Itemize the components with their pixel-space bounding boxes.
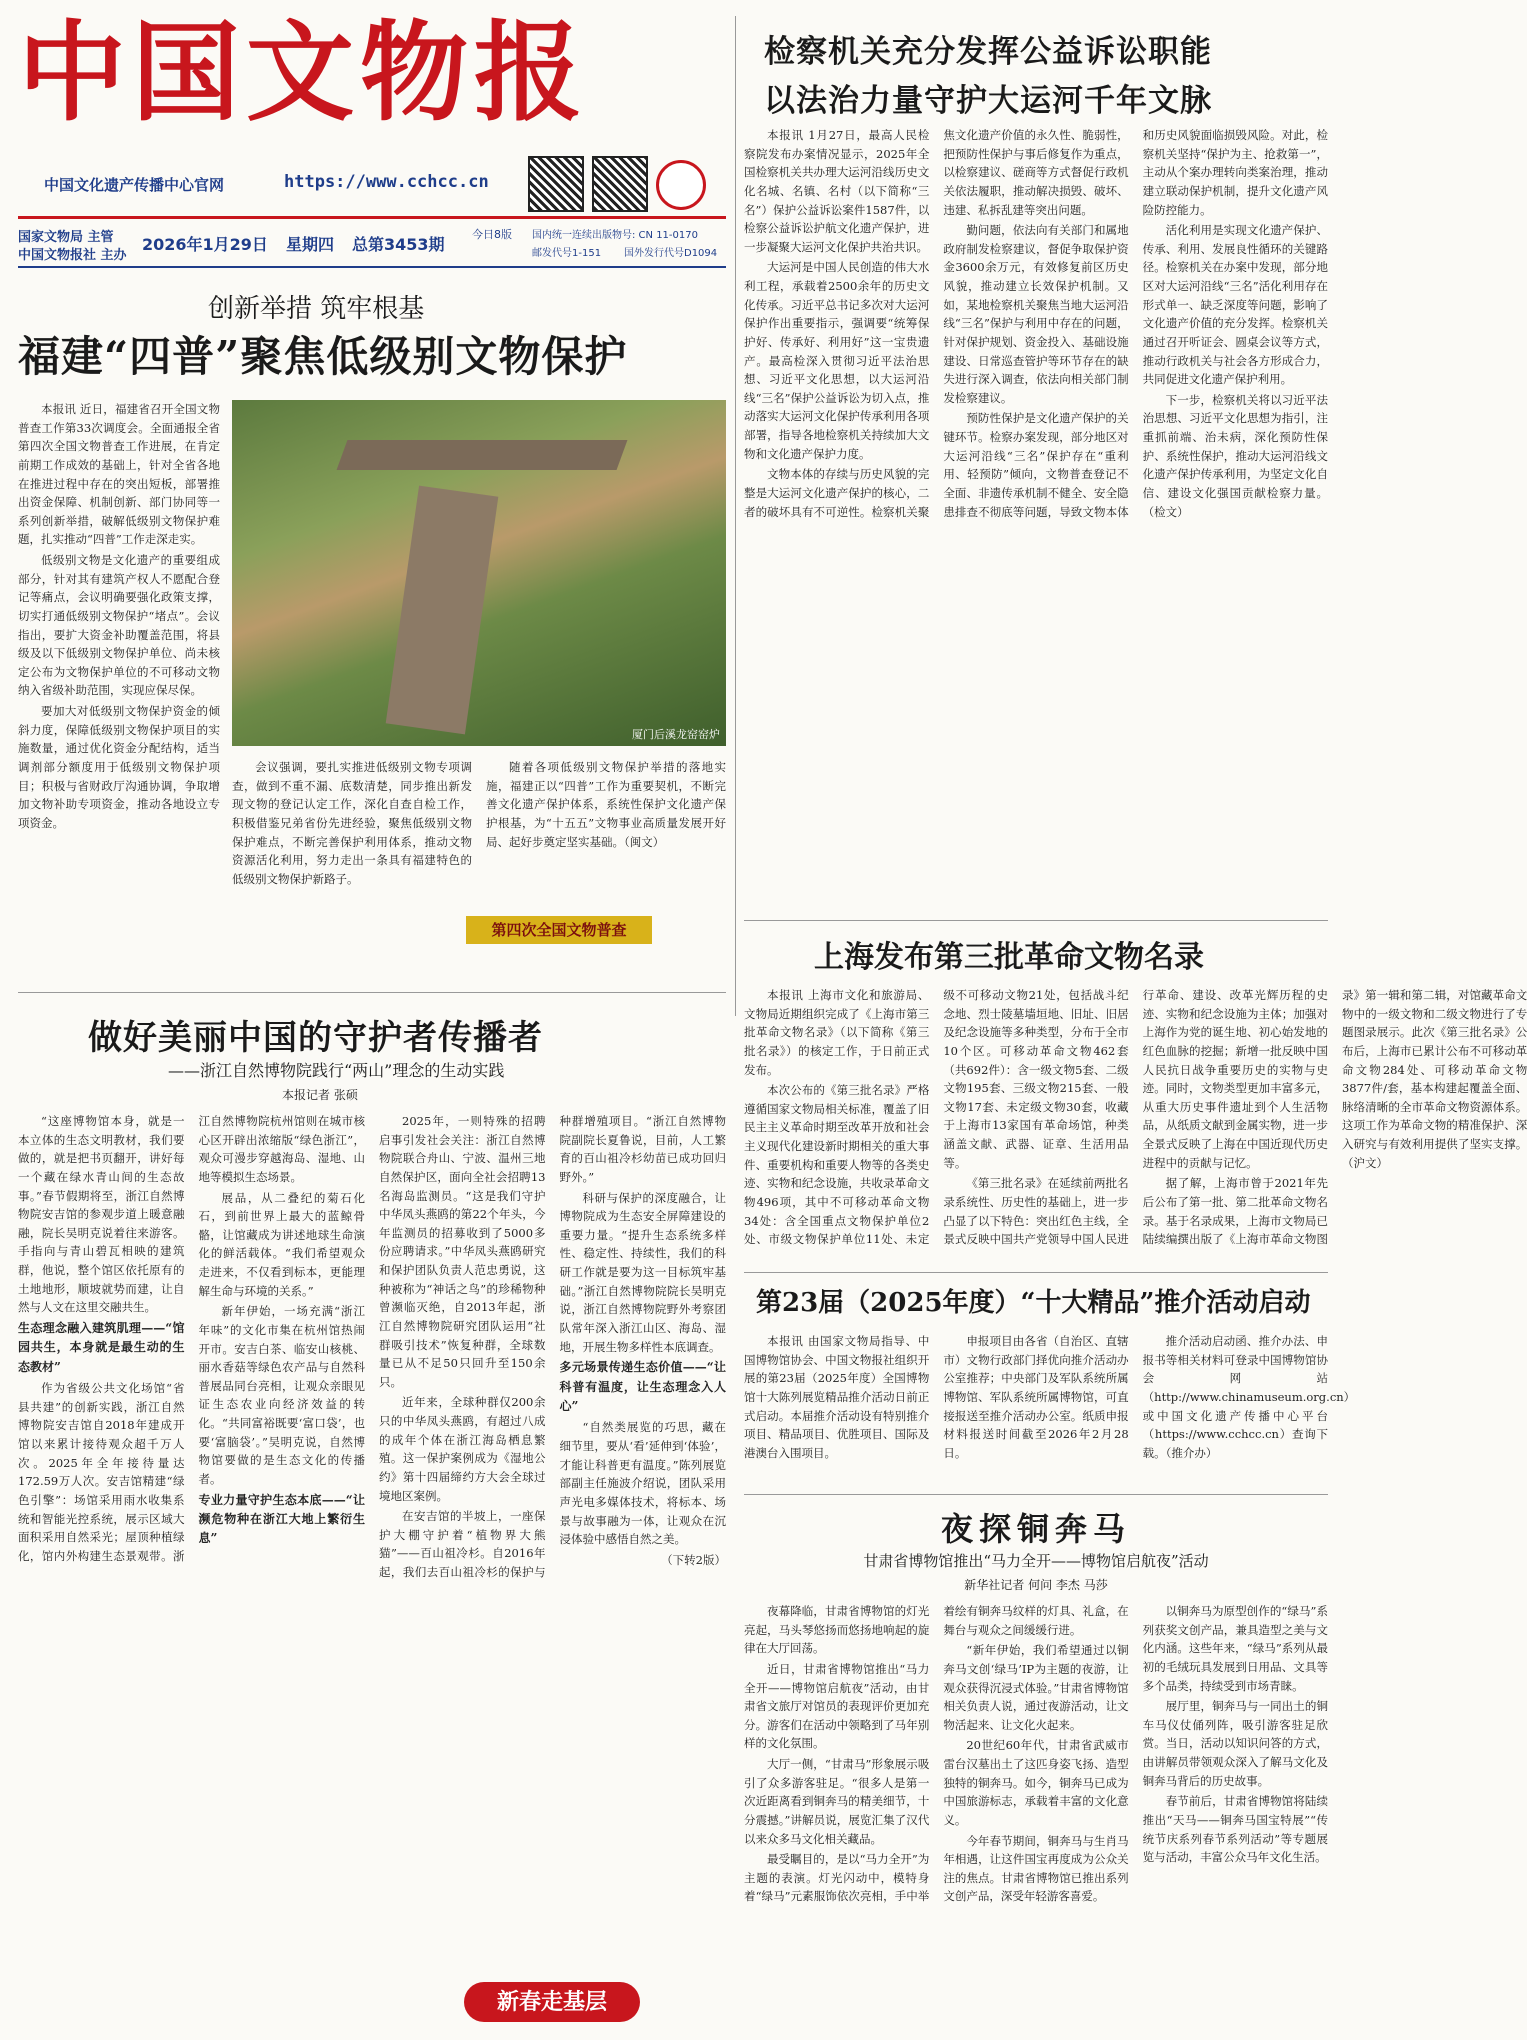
masthead-slogan: 中国文化遗产传播中心官网 xyxy=(44,176,225,194)
qr-code-icon xyxy=(528,156,584,212)
section-divider xyxy=(18,992,726,993)
paragraph: 本报讯 近日，福建省召开全国文物普查工作第33次调度会。全面通报全省第四次全国文物普查工作进展，在肯定前期工作成效的基础上，针对全省各地在推进过程中存在的突出短板，部署推出资金保障、机制创新、部门协同等一系列创新举措，破解低级别文物保护难题，扎实推动“四普”工作走深走实。 xyxy=(18,402,220,547)
paragraph: 本报讯 1月27日，最高人民检察院发布办案情况显示，2025年全国检察机关共办理大运河沿线历史文化名城、名镇、名村（以下简称“三名”）保护公益诉讼案件1587件，以检察公益诉讼护航文化遗产保护，进一步凝聚大运河文化保护共治共识。 xyxy=(744,128,930,254)
paragraph: 活化利用是实现文化遗产保护、传承、利用、发展良性循环的关键路径。检察机关在办案中发现，部分地区对大运河沿线“三名”活化利用存在形式单一、缺乏深度等问题，影响了文化遗产价值的充分发挥。检察机关通过召开听证会、圆桌会议等方式，推动行政机关与社会各方形成合力，共同促进文化遗产保护利用。 xyxy=(1142,223,1328,387)
sponsor-1: 国家文物局 主管 xyxy=(18,230,114,245)
article-photo xyxy=(232,400,726,746)
paragraph: 推介活动启动函、推介办法、申报书等相关材料可登录中国博物馆协会网站（http://www.chinamuseum.org.cn）或中国文化遗产传播中心平台（https://www.cchcc.cn）查询下载。（推介办） xyxy=(1142,1334,1356,1460)
paragraph: 科研与保护的深度融合，让博物院成为生态安全屏障建设的重要力量。“提升生态系统多样性、稳定性、持续性，我们的科研工作就是要为这一目标筑牢基础。”浙江自然博物院院长吴明克说，浙江自然博物院野外考察团队常年深入浙江山区、海岛、湿地，开展生物多样性本底调查。 xyxy=(559,1190,726,1354)
paragraph: 在安吉馆的半坡上，一座保护大棚守护着“植物界大熊猫”——百山祖冷杉。自2016年起，我们去百山祖冷杉的保护与种群增殖项目。“浙江自然博物院副院长夏鲁说，目前，人工繁育的百山祖冷杉幼苗已成功回归野外。” xyxy=(379,1114,726,1579)
paragraph: 勤问题，依法向有关部门和属地政府制发检察建议，督促争取保护资金3600余万元，有效修复前区历史风貌，推动建立长效保护机制。又如，某地检察机关聚焦当地大运河沿线“三名”保护与利用中存在的问题，针对保护规划、资金投入、基础设施建设、日常巡查管护等环节存在的缺失进行深入调查，依法向相关部门制发检察建议。 xyxy=(943,223,1129,405)
roof-shape xyxy=(337,440,628,470)
paragraph: 要加大对低级别文物保护资金的倾斜力度，保障低级别文物保护项目的实施数量，通过优化资金分配结构，适当调剂部分额度用于低级别文物保护项目；积极与省财政厅沟通协调，争取增加文物补助专项资金，推动各地设立专项资金。 xyxy=(18,704,220,830)
article-procuratorate xyxy=(744,16,1328,916)
paragraph: 2025年，一则特殊的招聘启事引发社会关注：浙江自然博物院联合舟山、宁波、温州三地自然保护区，面向全社会招聘13名海岛监测员。“这是我们守护中华凤头燕鸥的第22个年头，今年监测员的招募收到了5000多份应聘请求。”中华凤头燕鸥研究和保护团队负责人范忠勇说，这种被称为“神话之鸟”的珍稀物种曾濒临灭绝，自2013年起，浙江自然博物院研究团队运用“社群吸引技术”恢复种群，全球数量已从不足50只回升至150余只。 xyxy=(379,1114,546,1389)
paragraph: 本报讯 上海市文化和旅游局、文物局近期组织完成了《上海市第三批革命文物名录》（以下简称《第三批名录》）的核定工作，于日前正式发布。 xyxy=(744,988,930,1077)
article-kicker: 创新举措 筑牢根基 xyxy=(208,294,425,324)
article-body xyxy=(744,986,1527,1262)
paragraph: 以铜奔马为原型创作的“绿马”系列获奖文创产品，兼具造型之美与文化内涵。这些年来，“绿马”系列从最初的毛绒玩具发展到日用品、文具等多个品类，持续受到市场青睐。 xyxy=(1142,1604,1328,1693)
section-badge: 第四次全国文物普查 xyxy=(466,916,652,944)
paragraph: 展品，从二叠纪的菊石化石，到前世界上最大的蓝鲸骨骼，让馆藏成为讲述地球生命演化的鲜活载体。“我们希望观众走进来，不仅看到标本，更能理解生命与环境的关系。” xyxy=(198,1190,365,1298)
paragraph: “新年伊始，我们希望通过以铜奔马文创‘绿马’IP为主题的夜游，让观众获得沉浸式体验。”甘肃省博物馆相关负责人说，通过夜游活动，让文物活起来、让文化火起来。 xyxy=(943,1643,1129,1732)
article-subtitle: ——浙江自然博物院践行“两山”理念的生动实践 xyxy=(168,1061,505,1080)
article-body-col2 xyxy=(232,758,726,908)
paragraph: 最受瞩目的，是以“马力全开”为主题的表演。灯光闪动中，模特身着“绿马”元素服饰依次亮相，手中举着绘有铜奔马纹样的灯具、礼盒，在舞台与观众之间缓缓行进。 xyxy=(744,1604,1129,1904)
issue-post: 邮发代号1-151 xyxy=(532,248,602,259)
newspaper-title: 中国文物报 xyxy=(18,10,589,136)
paragraph: “这座博物馆本身，就是一本立体的生态文明教材，我们要做的，就是把书页翻开，讲好每一个藏在绿水青山间的生态故事。”春节假期将至，浙江自然博物院安吉馆的参观步道上暖意融融，院长吴明克说着往来游客。手指向与青山碧瓦相映的建筑群，他说，整个馆区依托原有的土地地形，顺坡就势而建，让自然与人文在这里交融共生。 xyxy=(18,1114,185,1315)
article-title: 上海发布第三批革命文物名录 xyxy=(814,940,1204,975)
column-divider xyxy=(735,16,736,1016)
article-title: 做好美丽中国的守护者传播者 xyxy=(88,1018,543,1058)
continued-note: （下转2版） xyxy=(661,1552,726,1567)
masthead xyxy=(18,10,728,164)
article-title: 夜探铜奔马 xyxy=(940,1510,1131,1548)
paragraph: 预防性保护是文化遗产保护的关键环节。检察办案发现，部分地区对大运河沿线“三名”保护存在“重利用、轻预防”倾向，文物普查登记不全面、非遗传承机制不健全、安全隐患排查不彻底等问题，导致文物本体和历史风貌面临损毁风险。对此，检察机关坚持“保护为主、抢救第一”，主动从个案办理转向类案治理，推动建立联动保护机制，提升文化遗产风险防控能力。 xyxy=(943,128,1328,519)
seal-icon xyxy=(656,160,706,210)
article-title: 第23届（2025年度）“十大精品”推介活动启动 xyxy=(756,1288,1311,1318)
sponsor-2: 中国文物报社 主办 xyxy=(18,248,127,263)
paragraph: 会议强调，要扎实推进低级别文物专项调查，做到不重不漏、底数清楚，同步推出新发现文物的登记认定工作，深化自查自检工作，积极借鉴兄弟省份先进经验，聚焦低级别文物保护难点，不断完善保护利用体系，推动文物资源活化利用，努力走出一条具有福建特色的低级别文物保护新路子。 xyxy=(232,760,472,886)
masthead-rule xyxy=(18,266,726,268)
paragraph: 随着各项低级别文物保护举措的落地实施，福建正以“四普”工作为重要契机，不断完善文化遗产保护体系，系统性保护文化遗产保护根基，为“十五五”文物事业高质量发展开好局、起好步奠定坚实基础。（闽文） xyxy=(486,760,726,849)
paragraph: 今年春节期间，铜奔马与生肖马年相遇，让这件国宝再度成为公众关注的焦点。甘肃省博物馆已推出系列文创产品，深受年轻游客喜爱。 xyxy=(943,1833,1129,1904)
masthead-meta xyxy=(18,224,726,264)
paragraph: 20世纪60年代，甘肃省武威市雷台汉墓出土了这匹身姿飞扬、造型独特的铜奔马。如今，铜奔马已成为中国旅游标志，承载着丰富的文化意义。 xyxy=(943,1738,1129,1827)
article-title: 检察机关充分发挥公益诉讼职能 xyxy=(764,34,1212,70)
paragraph: 近年来，全球种群仅200余只的中华凤头燕鸥，有超过八成的成年个体在浙江海岛栖息繁殖。这一保护案例成为《湿地公约》第十四届缔约方大会全球过境地区案例。 xyxy=(379,1395,546,1503)
paragraph: 低级别文物是文化遗产的重要组成部分，针对其有建筑产权人不愿配合登记等痛点，会议明确要强化政策支撑，切实打通低级别文物保护“堵点”。会议指出，要扩大资金补助覆盖范围，将县级及以下低级别文物保护单位、尚未核定公布为文物保护单位的不可移动文物纳入省级补助范围，实现应保尽保。 xyxy=(18,553,220,698)
section-divider xyxy=(744,920,1328,921)
masthead-rule xyxy=(18,216,726,219)
issue-number: 总第3453期 xyxy=(352,235,445,254)
paragraph: 文物本体的存续与历史风貌的完整是大运河文化遗产保护的核心，二者的破坏具有不可逆性。检察机关聚焦文化遗产价值的永久性、脆弱性，把预防性保护与事后修复作为重点，以检察建议、磋商等方式督促行政机关依法履职，推动解决损毁、破坏、违建、私拆乱建等突出问题。 xyxy=(744,128,1129,519)
section-subhead: 专业力量守护生态本底——“让濒危物种在浙江大地上繁衍生息” xyxy=(198,1492,365,1546)
photo-caption: 厦门后溪龙窑窑炉 xyxy=(632,728,720,741)
issue-cn: 国内统一连续出版物号: CN 11-0170 xyxy=(532,230,698,241)
article-fujian xyxy=(18,280,726,988)
paragraph: 本报讯 由国家文物局指导、中国博物馆协会、中国文物报社组织开展的第23届（2025年度）全国博物馆十大陈列展览精品推介活动日前正式启动。本届推介活动设有特别推介项目、精品项目、优胜项目、国际及港澳台入围项目。 xyxy=(744,1334,930,1460)
paragraph: “自然类展览的巧思，藏在细节里，要从‘看’延伸到‘体验’，才能让科普更有温度。”陈列展览部副主任施波介绍说，团队采用声光电多媒体技术，将标本、场景与故事融为一体，让观众在沉浸体验中感悟自然之美。 xyxy=(559,1420,726,1547)
section-divider xyxy=(744,1494,1328,1495)
paragraph: 据了解，上海市曾于2021年先后公布了第一批、第二批革命文物名录。基于名录成果，上海市文物局已陆续编撰出版了《上海市革命文物图录》第一辑和第二辑，对馆藏革命文物中的一级文物和二级文物进行了专题图录展示。此次《第三批名录》公布后，上海市已累计公布不可移动革命文物284处、可移动革命文物3877件/套，基本构建起覆盖全面、脉络清晰的全市革命文物资源体系。这项工作为革命文物的精准保护、深入研究与有效利用提供了坚实支撑。（沪文） xyxy=(1142,988,1527,1247)
paragraph: 展厅里，铜奔马与一同出土的铜车马仪仗俑列阵，吸引游客驻足欣赏。当日，活动以知识问答的方式，由讲解员带领观众深入了解马文化及铜奔马背后的历史故事。 xyxy=(1142,1699,1328,1788)
section-subhead: 多元场景传递生态价值——“让科普有温度，让生态理念入人心” xyxy=(559,1360,726,1413)
issue-overseas: 国外发行代号D1094 xyxy=(624,248,718,259)
section-subhead: 生态理念融入建筑肌理——“馆园共生，本身就是最生动的生态教材” xyxy=(18,1320,185,1374)
paragraph: 夜幕降临，甘肃省博物馆的灯光亮起，马头琴悠扬而悠扬地响起的旋律在大厅回荡。 xyxy=(744,1604,930,1656)
article-title: 福建“四普”聚焦低级别文物保护 xyxy=(18,332,628,381)
paragraph: 本次公布的《第三批名录》严格遵循国家文物局相关标准，覆盖了旧民主主义革命时期至改革开放和社会主义现代化建设新时期相关的重大事件、重要机构和重要人物等的各类史迹、实物和纪念设施，共收录革命文物496项，其中不可移动革命文物34处：含全国重点文物保护单位2处、市级文物保护单位11处、未定级不可移动文物21处，包括战斗纪念地、烈士陵墓墙垣地、旧址、旧居及纪念设施等多种类型，分布于全市10个区。可移动革命文物462套（共692件）：含一级文物5套、二级文物195套、三级文物215套、一般文物17套、未定级文物30套，收藏于上海市13家国有革命场馆，种类涵盖文献、武器、证章、生活用品等。 xyxy=(744,988,1129,1247)
article-byline: 新华社记者 何问 李杰 马莎 xyxy=(964,1578,1108,1592)
article-body xyxy=(744,1602,1328,2026)
article-shanghai xyxy=(744,932,1527,1266)
article-body xyxy=(744,126,1328,906)
paragraph: 近日，甘肃省博物馆推出“马力全开——博物馆启航夜”活动，由甘肃省文旅厅对馆员的表现评价更加充分。游客们在活动中领略到了马年别样的文化氛围。 xyxy=(744,1661,930,1751)
article-zhejiang xyxy=(18,1000,726,2030)
paragraph: 下一步，检察机关将以习近平法治思想、习近平文化思想为指引，注重抓前端、治未病，深化预防性保护、系统性保护，推动大运河沿线文化遗产保护传承利用，为坚定文化自信、建设文化强国贡献检察力量。（检文） xyxy=(1142,392,1328,519)
article-byline: 本报记者 张硕 xyxy=(282,1088,358,1102)
article-title: 以法治力量守护大运河千年文脉 xyxy=(764,83,1212,119)
article-subtitle: 甘肃省博物馆推出“马力全开——博物馆启航夜”活动 xyxy=(863,1552,1209,1570)
paragraph: 新年伊始，一场充满“浙江年味”的文化市集在杭州馆热闹开市。安吉白茶、临安山核桃、丽水香菇等绿色农产品与自然科普展品同台亮相，让观众亲眼见证生态农业向经济效益的转化。“共同富裕既要‘富口袋’，也要‘富脑袋’。”吴明克说，自然博物馆要做的是生态文化的传播者。 xyxy=(198,1304,365,1486)
qr-code-icon xyxy=(592,156,648,212)
issue-date: 2026年1月29日 xyxy=(142,235,268,254)
article-body xyxy=(744,1332,1356,1482)
article-body-col1 xyxy=(18,400,220,900)
paragraph: 《第三批名录》在延续前两批名录系统性、历史性的基础上，进一步凸显了以下特色：突出红色主线，全景式反映中国共产党领导中国人民进行革命、建设、改革光辉历程的史迹、实物和纪念设施为主体；加强对上海作为党的诞生地、初心始发地的红色血脉的挖掘；新增一批反映中国人民抗日战争重要历史的实物与史迹。同时，文物类型更加丰富多元，从重大历史事件遗址到个人生活物品，从纸质文献到金属实物，进一步全景式反映了上海在中国近现代历史进程中的贡献与记忆。 xyxy=(943,988,1328,1247)
article-bronze-horse xyxy=(744,1504,1328,2030)
paragraph: 大运河是中国人民创造的伟大水利工程，承载着2500余年的历史文化传承。习近平总书记多次对大运河保护作出重要指示，强调要“统筹保护好、传承好、利用好”这一宝贵遗产。最高检深入贯彻习近平法治思想、习近平文化思想，以大运河沿线“三名”保护公益诉讼为切入点，推动落实大运河文化保护传承利用各项部署，指导各地检察机关持续加大文物和文化遗产保护力度。 xyxy=(744,260,930,461)
article-top-ten xyxy=(744,1282,1356,1488)
section-badge: 新春走基层 xyxy=(464,1982,640,2022)
section-divider xyxy=(744,1272,1328,1273)
masthead-url[interactable]: https://www.cchcc.cn xyxy=(284,172,489,192)
article-body xyxy=(18,1112,726,2022)
paragraph: 春节前后，甘肃省博物馆将陆续推出“天马——铜奔马国宝特展”“传统节庆系列春节系列活动”等专题展览与活动，丰富公众马年文化生活。 xyxy=(1142,1794,1328,1865)
issue-pages: 今日8版 xyxy=(472,228,512,241)
issue-weekday: 星期四 xyxy=(286,235,335,254)
kiln-shape xyxy=(386,486,499,735)
paragraph: 申报项目由各省（自治区、直辖市）文物行政部门择优向推介活动办公室推荐；中央部门及军队系统所属博物馆、军队系统所属博物馆，可直接报送至推介活动办公室。纸质申报材料报送时间截至2026年2月28日。 xyxy=(943,1334,1129,1460)
paragraph: 大厅一侧，“甘肃马”形象展示吸引了众多游客驻足。“很多人是第一次近距离看到铜奔马的精美细节，十分震撼。”讲解员说，展览汇集了汉代以来众多马文化相关藏品。 xyxy=(744,1757,930,1846)
paragraph: 作为省级公共文化场馆“省县共建”的创新实践，浙江自然博物院安吉馆自2018年建成开馆以来累计接待观众超千万人次。2025年全年接待量达172.59万人次。安吉馆精建“绿色引擎”：场馆采用雨水收集系统和智能光控系统，展示区域大面积采用自然采光；屋顶种植绿化，馆内外构建生态景观带。浙江自然博物院杭州馆则在城市核心区开辟出浓缩版“绿色浙江”，观众可漫步穿越海岛、湿地、山地等模拟生态场景。 xyxy=(18,1114,365,1563)
